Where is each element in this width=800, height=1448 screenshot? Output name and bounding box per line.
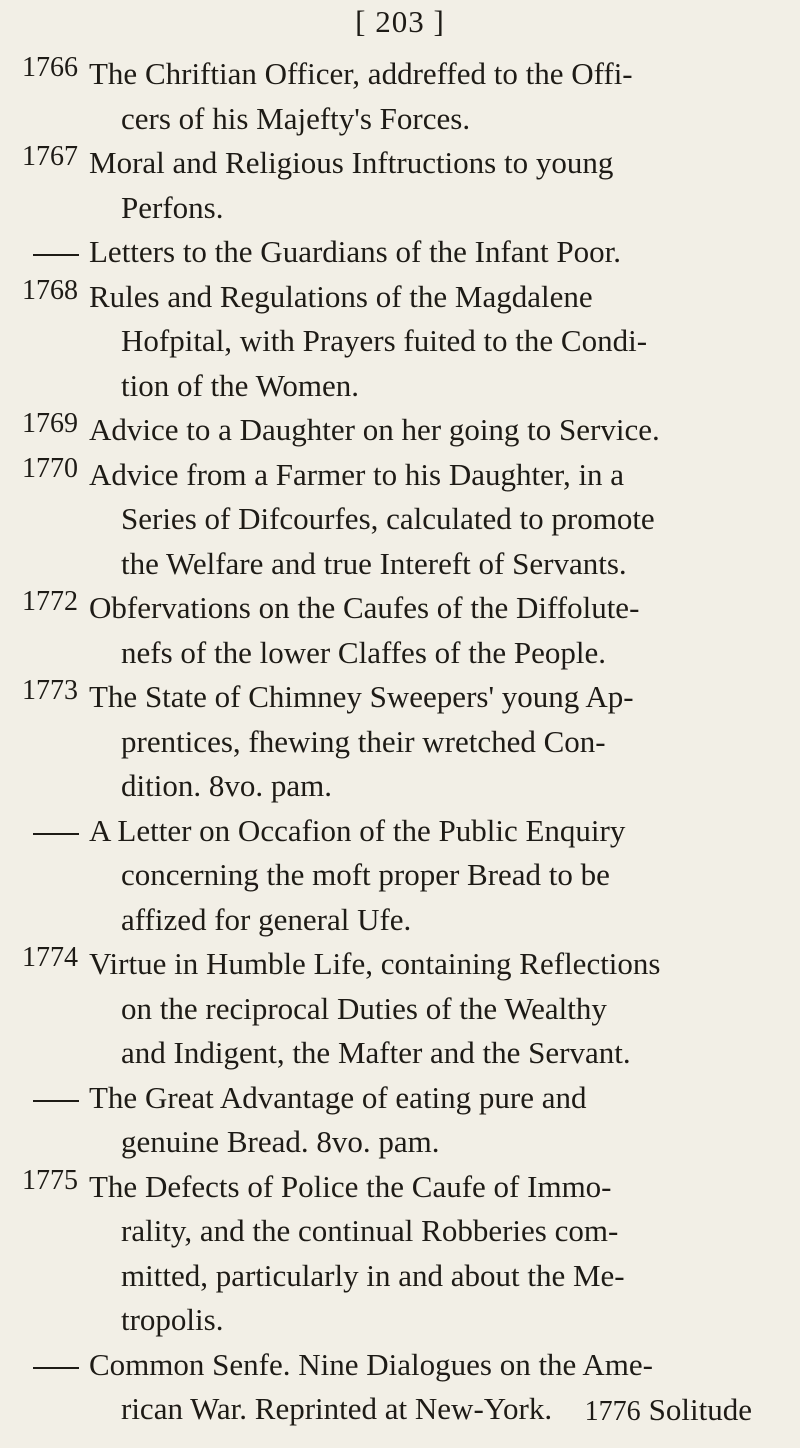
entry-title — [89, 675, 749, 809]
bibliography-entry — [0, 453, 800, 587]
entry-line: Virtue in Humble Life, containing Reflections — [89, 946, 661, 981]
entry-line: and Indigent, the Mafter and the Servant. — [121, 1035, 631, 1070]
bibliography-entry — [0, 52, 800, 141]
entry-year: 1769 — [22, 408, 78, 439]
entry-title — [89, 942, 749, 1076]
entry-line: The State of Chimney Sweepers' young Ap- — [89, 679, 634, 714]
entry-line: Letters to the Guardians of the Infant Poor. — [89, 234, 622, 269]
entry-line: the Welfare and true Intereft of Servants. — [121, 545, 627, 581]
entry-line: tion of the Women. — [121, 367, 360, 403]
entry-line: concerning the moft proper Bread to be — [121, 857, 610, 892]
entry-line: dition. 8vo. pam. — [121, 768, 332, 803]
entry-title — [89, 141, 749, 230]
bibliography-entry — [0, 141, 800, 230]
bibliography-entry — [0, 230, 800, 275]
ditto-dash — [33, 254, 79, 256]
entry-line: nefs of the lower Claffes of the People. — [121, 634, 606, 670]
entry-title — [89, 1165, 749, 1343]
entry-line: The Chriftian Officer, addreffed to the Offi- — [89, 56, 633, 91]
entry-line: Advice to a Daughter on her going to Service. — [89, 412, 660, 447]
entry-line: Perfons. — [121, 189, 224, 225]
entry-title — [89, 52, 749, 141]
catchword — [585, 1392, 752, 1428]
bibliography-entry — [0, 942, 800, 1076]
entry-title — [89, 453, 749, 587]
entry-line: Moral and Religious Inftructions to young — [89, 145, 614, 180]
bibliography-list — [0, 52, 800, 1432]
bibliography-entry — [0, 408, 800, 453]
entry-line: The Defects of Police the Caufe of Immo- — [89, 1168, 612, 1204]
entry-line: genuine Bread. 8vo. pam. — [121, 1124, 440, 1159]
entry-year: 1775 — [22, 1164, 78, 1196]
bibliography-entry — [0, 675, 800, 809]
entry-title — [89, 275, 749, 409]
bibliography-entry — [0, 586, 800, 675]
bibliography-entry — [0, 275, 800, 409]
entry-year: 1772 — [22, 586, 78, 617]
ditto-dash — [33, 1100, 79, 1102]
entry-line: cers of his Majefty's Forces. — [121, 100, 471, 136]
entry-line: The Great Advantage of eating pure and — [89, 1079, 587, 1115]
catchword-year: 1776 — [584, 1396, 641, 1427]
entry-title — [89, 586, 749, 675]
bibliography-entry — [0, 809, 800, 943]
entry-line: affized for general Ufe. — [121, 901, 412, 937]
entry-title — [89, 230, 749, 275]
ditto-dash — [33, 1367, 79, 1369]
entry-title — [89, 1076, 749, 1165]
entry-line: Series of Difcourfes, calculated to promote — [121, 501, 655, 536]
entry-year: 1770 — [22, 452, 78, 484]
catchword-text: Solitude — [648, 1392, 752, 1427]
entry-line: Advice from a Farmer to his Daughter, in a — [89, 456, 625, 492]
entry-year: 1767 — [22, 141, 78, 172]
entry-year: 1773 — [22, 675, 78, 706]
entry-title — [89, 408, 749, 453]
entry-line: mitted, particularly in and about the Me- — [121, 1257, 625, 1293]
entry-line: tropolis. — [121, 1302, 224, 1337]
entry-year: 1768 — [22, 274, 78, 306]
entry-line: rican War. Reprinted at New-York. — [121, 1391, 553, 1426]
entry-line: prentices, fhewing their wretched Con- — [121, 723, 606, 759]
entry-line: Hofpital, with Prayers fuited to the Condi- — [121, 323, 648, 358]
entry-line: Obfervations on the Caufes of the Diffolute- — [89, 590, 640, 625]
entry-title — [89, 809, 749, 943]
entry-line: Common Senfe. Nine Dialogues on the Ame- — [89, 1346, 653, 1382]
page-number-header: [ 203 ] — [355, 4, 445, 39]
entry-line: on the reciprocal Duties of the Wealthy — [121, 990, 607, 1026]
ditto-dash — [33, 833, 79, 835]
bibliography-entry — [0, 1076, 800, 1165]
entry-year: 1774 — [22, 942, 78, 973]
entry-line: Rules and Regulations of the Magdalene — [89, 278, 593, 314]
bibliography-entry — [0, 1165, 800, 1343]
entry-line: A Letter on Occafion of the Public Enquiry — [89, 812, 626, 848]
entry-line: rality, and the continual Robberies com- — [121, 1213, 619, 1248]
entry-year: 1766 — [22, 52, 78, 83]
